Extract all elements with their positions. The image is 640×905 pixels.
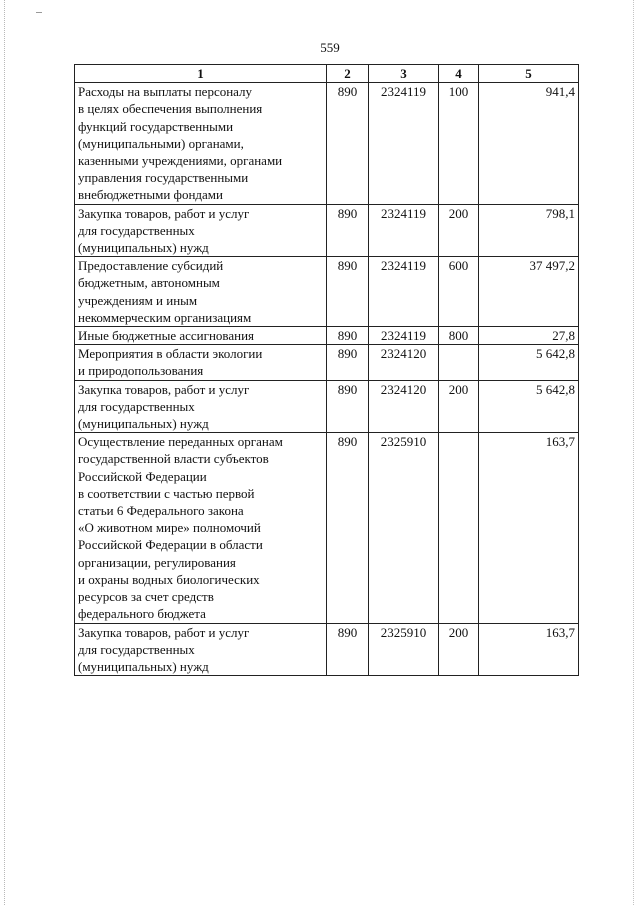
table-row — [75, 83, 579, 204]
ministry-code-cell: 890 — [327, 83, 369, 204]
amount-cell: 163,7 — [479, 433, 579, 623]
scan-left-edge — [4, 0, 5, 905]
expense-name-line: Российской Федерации — [78, 468, 207, 484]
expense-name-line: управления государственными — [78, 170, 249, 186]
target-article-cell: 2324119 — [369, 257, 439, 327]
table-row — [75, 380, 579, 433]
amount-cell: 27,8 — [479, 327, 579, 345]
header-col-5: 5 — [479, 65, 579, 83]
expense-name-line: в соответствии с частью первой — [78, 485, 255, 501]
target-article-cell: 2325910 — [369, 433, 439, 623]
expense-type-cell: 200 — [439, 380, 479, 433]
ministry-code-cell: 890 — [327, 380, 369, 433]
expense-name-line: (муниципальными) органами, — [78, 135, 244, 151]
expense-name-line: статьи 6 Федерального закона — [78, 503, 244, 519]
expense-name-line: для государственных — [78, 222, 195, 238]
scan-right-edge — [633, 0, 634, 905]
expense-name-line: (муниципальных) нужд — [78, 240, 209, 256]
header-col-1: 1 — [75, 65, 327, 83]
scan-mark — [36, 12, 42, 13]
table-row — [75, 623, 579, 676]
expense-name-line: Расходы на выплаты персоналу — [78, 84, 253, 100]
expense-name-line: Российской Федерации в области — [78, 537, 263, 553]
target-article-cell: 2324119 — [369, 83, 439, 204]
expense-name-line: ресурсов за счет средств — [78, 589, 214, 605]
table-row — [75, 345, 579, 380]
expense-type-cell: 100 — [439, 83, 479, 204]
header-col-2: 2 — [327, 65, 369, 83]
expense-name-cell — [75, 345, 327, 380]
expense-name-line: государственной власти субъектов — [78, 451, 269, 467]
amount-cell: 941,4 — [479, 83, 579, 204]
table-row — [75, 327, 579, 345]
amount-cell: 37 497,2 — [479, 257, 579, 327]
budget-table — [74, 64, 579, 676]
ministry-code-cell: 890 — [327, 433, 369, 623]
expense-name-cell — [75, 433, 327, 623]
expense-name-line: Предоставление субсидий — [78, 258, 224, 274]
expense-name-cell — [75, 623, 327, 676]
ministry-code-cell: 890 — [327, 623, 369, 676]
expense-name-line: Закупка товаров, работ и услуг — [78, 381, 250, 397]
expense-type-cell: 800 — [439, 327, 479, 345]
expense-name-line: (муниципальных) нужд — [78, 416, 209, 432]
ministry-code-cell: 890 — [327, 345, 369, 380]
expense-name-line: (муниципальных) нужд — [78, 658, 209, 674]
expense-name-cell — [75, 380, 327, 433]
expense-name-line: организации, регулирования — [78, 554, 236, 570]
table-body — [75, 83, 579, 676]
amount-cell: 5 642,8 — [479, 380, 579, 433]
expense-name-line: Закупка товаров, работ и услуг — [78, 205, 250, 221]
table-row — [75, 257, 579, 327]
expense-name-line: в целях обеспечения выполнения — [78, 101, 263, 117]
ministry-code-cell: 890 — [327, 257, 369, 327]
amount-cell: 5 642,8 — [479, 345, 579, 380]
expense-type-cell: 600 — [439, 257, 479, 327]
expense-name-line: бюджетным, автономным — [78, 275, 220, 291]
expense-name-cell — [75, 204, 327, 257]
ministry-code-cell: 890 — [327, 204, 369, 257]
expense-type-cell: 200 — [439, 623, 479, 676]
expense-name-cell — [75, 83, 327, 204]
expense-name-line: и природопользования — [78, 363, 204, 379]
expense-name-cell — [75, 327, 327, 345]
expense-name-line: казенными учреждениями, органами — [78, 153, 283, 169]
target-article-cell: 2324119 — [369, 204, 439, 257]
amount-cell: 798,1 — [479, 204, 579, 257]
expense-type-cell — [439, 433, 479, 623]
header-col-3: 3 — [369, 65, 439, 83]
target-article-cell: 2324119 — [369, 327, 439, 345]
expense-name-cell — [75, 257, 327, 327]
table-row — [75, 433, 579, 623]
ministry-code-cell: 890 — [327, 327, 369, 345]
target-article-cell: 2325910 — [369, 623, 439, 676]
page-number: 559 — [320, 40, 340, 55]
expense-name-line: функций государственными — [78, 118, 234, 134]
amount-cell: 163,7 — [479, 623, 579, 676]
expense-name-line: Осуществление переданных органам — [78, 434, 283, 450]
expense-name-line: для государственных — [78, 398, 195, 414]
target-article-cell: 2324120 — [369, 345, 439, 380]
table-row — [75, 204, 579, 257]
expense-name-line: внебюджетными фондами — [78, 187, 223, 203]
expense-name-line: Иные бюджетные ассигнования — [78, 328, 255, 344]
expense-name-line: «О животном мире» полномочий — [78, 520, 261, 536]
expense-name-line: для государственных — [78, 641, 195, 657]
target-article-cell: 2324120 — [369, 380, 439, 433]
expense-name-line: некоммерческим организациям — [78, 309, 252, 325]
header-col-4: 4 — [439, 65, 479, 83]
expense-type-cell: 200 — [439, 204, 479, 257]
expense-name-line: Мероприятия в области экологии — [78, 346, 263, 362]
table-header-row — [75, 65, 579, 83]
expense-name-line: федерального бюджета — [78, 606, 206, 622]
expense-name-line: Закупка товаров, работ и услуг — [78, 624, 250, 640]
expense-type-cell — [439, 345, 479, 380]
expense-name-line: учреждениям и иным — [78, 292, 198, 308]
expense-name-line: и охраны водных биологических — [78, 571, 260, 587]
